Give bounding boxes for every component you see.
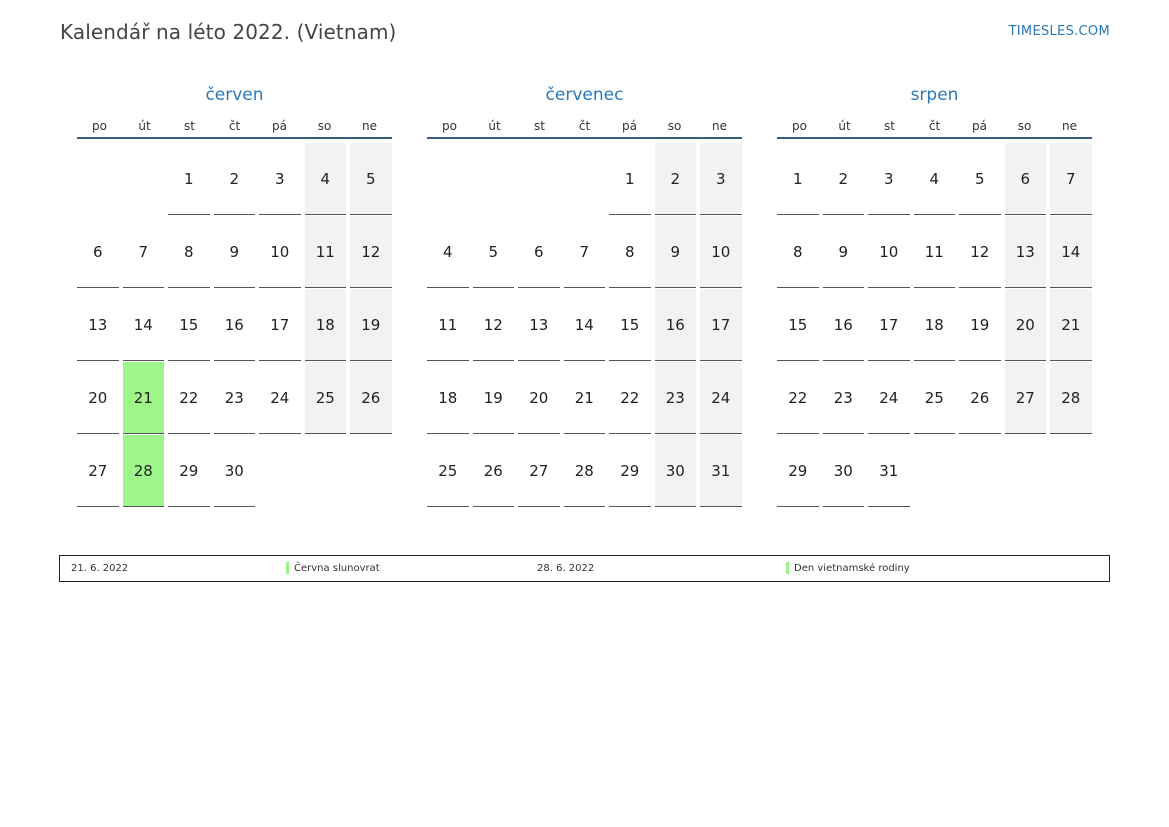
day-number: 22	[777, 362, 819, 434]
weekday-label: ne	[1062, 119, 1077, 133]
holiday-legend	[59, 555, 1110, 582]
day-cell	[868, 435, 914, 508]
brand-link[interactable]: TIMESLES.COM	[1008, 24, 1110, 39]
page-title: Kalendář na léto 2022. (Vietnam)	[60, 20, 397, 44]
day-cell	[77, 435, 123, 508]
day-number: 30	[823, 435, 865, 507]
day-number: 17	[700, 289, 742, 361]
day-cell	[168, 143, 214, 216]
day-cell	[823, 216, 869, 289]
day-grid	[427, 143, 742, 508]
day-number: 31	[868, 435, 910, 507]
month-calendar	[427, 84, 742, 508]
day-cell	[305, 216, 351, 289]
day-cell	[1050, 143, 1096, 216]
day-cell	[77, 216, 123, 289]
weekday-label: ne	[712, 119, 727, 133]
day-cell	[609, 143, 655, 216]
day-number: 10	[868, 216, 910, 288]
day-number: 14	[1050, 216, 1092, 288]
day-cell	[473, 362, 519, 435]
day-number: 26	[350, 362, 392, 434]
day-cell	[473, 435, 519, 508]
weekday-label: po	[442, 119, 457, 133]
day-number: 16	[214, 289, 256, 361]
day-cell	[655, 362, 701, 435]
weekday-label: po	[92, 119, 107, 133]
day-number: 2	[823, 143, 865, 215]
day-cell	[823, 435, 869, 508]
weekday-label: út	[138, 119, 151, 133]
day-cell	[959, 289, 1005, 362]
day-cell	[1050, 216, 1096, 289]
day-number	[518, 143, 560, 215]
day-number	[427, 143, 469, 215]
day-number: 24	[700, 362, 742, 434]
day-cell	[609, 435, 655, 508]
day-number: 1	[168, 143, 210, 215]
day-cell	[564, 362, 610, 435]
day-number: 20	[77, 362, 119, 434]
day-number	[77, 143, 119, 215]
weekday-label: ne	[362, 119, 377, 133]
day-cell	[700, 143, 746, 216]
day-number: 4	[305, 143, 347, 215]
day-cell	[427, 289, 473, 362]
day-number: 2	[214, 143, 256, 215]
day-number: 25	[305, 362, 347, 434]
day-number: 12	[959, 216, 1001, 288]
day-cell	[427, 362, 473, 435]
day-number: 8	[609, 216, 651, 288]
legend-holiday-name: Den vietnamské rodiny	[794, 563, 910, 574]
holiday-swatch	[786, 562, 789, 574]
day-number: 31	[700, 435, 742, 507]
day-number: 4	[427, 216, 469, 288]
day-number: 15	[777, 289, 819, 361]
day-number	[350, 435, 392, 507]
day-cell	[305, 289, 351, 362]
day-number: 27	[518, 435, 560, 507]
day-number: 11	[914, 216, 956, 288]
day-cell	[959, 362, 1005, 435]
day-cell	[168, 362, 214, 435]
day-number: 19	[959, 289, 1001, 361]
day-number: 18	[427, 362, 469, 434]
day-number: 7	[564, 216, 606, 288]
day-cell	[350, 216, 396, 289]
day-cell	[1050, 362, 1096, 435]
weekday-label: so	[317, 119, 332, 133]
day-number: 5	[959, 143, 1001, 215]
month-calendar	[77, 84, 392, 508]
day-number: 1	[777, 143, 819, 215]
weekday-header	[777, 115, 1092, 139]
day-cell	[350, 362, 396, 435]
day-cell	[959, 435, 1005, 508]
weekday-label: so	[1017, 119, 1032, 133]
day-cell	[123, 362, 169, 435]
day-cell	[123, 143, 169, 216]
day-number: 15	[168, 289, 210, 361]
weekday-label: čt	[928, 119, 941, 133]
day-cell	[914, 435, 960, 508]
day-number: 23	[823, 362, 865, 434]
day-cell	[214, 216, 260, 289]
day-number: 26	[473, 435, 515, 507]
day-number: 28	[123, 435, 165, 507]
day-number	[473, 143, 515, 215]
day-cell	[214, 289, 260, 362]
day-cell	[518, 289, 564, 362]
day-cell	[823, 289, 869, 362]
day-cell	[823, 362, 869, 435]
day-cell	[564, 435, 610, 508]
day-cell	[777, 362, 823, 435]
day-cell	[1005, 143, 1051, 216]
day-number: 5	[473, 216, 515, 288]
day-number: 14	[123, 289, 165, 361]
day-cell	[259, 143, 305, 216]
weekday-label: st	[884, 119, 895, 133]
day-number: 2	[655, 143, 697, 215]
day-number: 27	[1005, 362, 1047, 434]
day-cell	[518, 216, 564, 289]
weekday-label: so	[667, 119, 682, 133]
day-number: 28	[564, 435, 606, 507]
day-cell	[259, 435, 305, 508]
day-number: 29	[168, 435, 210, 507]
day-number	[1050, 435, 1092, 507]
day-number: 12	[473, 289, 515, 361]
day-number: 11	[427, 289, 469, 361]
day-number: 13	[77, 289, 119, 361]
day-cell	[305, 143, 351, 216]
day-cell	[959, 216, 1005, 289]
weekday-header	[427, 115, 742, 139]
day-cell	[914, 362, 960, 435]
day-cell	[473, 289, 519, 362]
day-cell	[564, 216, 610, 289]
day-cell	[700, 435, 746, 508]
day-cell	[1005, 289, 1051, 362]
holiday-swatch	[286, 562, 289, 574]
day-number: 10	[700, 216, 742, 288]
day-cell	[123, 216, 169, 289]
day-cell	[427, 435, 473, 508]
day-cell	[427, 216, 473, 289]
day-number: 6	[1005, 143, 1047, 215]
day-number	[564, 143, 606, 215]
day-cell	[655, 289, 701, 362]
day-cell	[259, 216, 305, 289]
day-number: 3	[700, 143, 742, 215]
day-cell	[350, 289, 396, 362]
day-number: 6	[77, 216, 119, 288]
day-cell	[777, 435, 823, 508]
day-cell	[655, 216, 701, 289]
day-number: 26	[959, 362, 1001, 434]
weekday-label: po	[792, 119, 807, 133]
day-cell	[518, 435, 564, 508]
day-number: 18	[305, 289, 347, 361]
day-number: 9	[214, 216, 256, 288]
day-number: 8	[168, 216, 210, 288]
day-cell	[959, 143, 1005, 216]
day-cell	[350, 435, 396, 508]
day-cell	[655, 435, 701, 508]
day-number: 14	[564, 289, 606, 361]
day-grid	[77, 143, 392, 508]
day-cell	[914, 216, 960, 289]
day-number: 1	[609, 143, 651, 215]
day-cell	[1050, 289, 1096, 362]
day-number: 17	[868, 289, 910, 361]
day-cell	[655, 143, 701, 216]
weekday-label: pá	[272, 119, 287, 133]
day-number: 3	[868, 143, 910, 215]
day-number: 19	[473, 362, 515, 434]
weekday-header	[77, 115, 392, 139]
weekday-label: čt	[228, 119, 241, 133]
day-number: 13	[1005, 216, 1047, 288]
day-cell	[914, 289, 960, 362]
day-cell	[1050, 435, 1096, 508]
day-number: 25	[914, 362, 956, 434]
day-cell	[609, 289, 655, 362]
day-cell	[259, 362, 305, 435]
day-number: 8	[777, 216, 819, 288]
day-number: 19	[350, 289, 392, 361]
day-number: 11	[305, 216, 347, 288]
day-number: 21	[1050, 289, 1092, 361]
day-grid	[777, 143, 1092, 508]
day-cell	[168, 289, 214, 362]
day-cell	[1005, 216, 1051, 289]
day-number: 22	[168, 362, 210, 434]
day-number: 12	[350, 216, 392, 288]
day-number: 5	[350, 143, 392, 215]
weekday-label: út	[488, 119, 501, 133]
day-cell	[700, 216, 746, 289]
day-number	[305, 435, 347, 507]
day-cell	[1005, 435, 1051, 508]
day-cell	[700, 289, 746, 362]
day-number: 30	[214, 435, 256, 507]
day-cell	[305, 362, 351, 435]
day-number: 6	[518, 216, 560, 288]
day-number: 24	[259, 362, 301, 434]
weekday-label: st	[534, 119, 545, 133]
day-cell	[77, 289, 123, 362]
day-number: 29	[777, 435, 819, 507]
day-number: 20	[518, 362, 560, 434]
weekday-label: st	[184, 119, 195, 133]
day-cell	[868, 289, 914, 362]
weekday-label: pá	[972, 119, 987, 133]
day-number	[123, 143, 165, 215]
day-cell	[168, 216, 214, 289]
day-number: 27	[77, 435, 119, 507]
day-cell	[777, 216, 823, 289]
day-cell	[214, 362, 260, 435]
day-number	[914, 435, 956, 507]
day-cell	[914, 143, 960, 216]
day-number: 25	[427, 435, 469, 507]
day-cell	[473, 143, 519, 216]
day-cell	[214, 435, 260, 508]
day-cell	[77, 362, 123, 435]
day-cell	[259, 289, 305, 362]
day-number: 16	[823, 289, 865, 361]
day-cell	[868, 216, 914, 289]
day-cell	[609, 362, 655, 435]
day-cell	[564, 143, 610, 216]
day-number: 20	[1005, 289, 1047, 361]
day-cell	[518, 143, 564, 216]
day-cell	[777, 289, 823, 362]
day-number: 28	[1050, 362, 1092, 434]
day-cell	[564, 289, 610, 362]
day-number: 10	[259, 216, 301, 288]
day-number: 17	[259, 289, 301, 361]
month-name: červenec	[545, 85, 624, 105]
day-number: 21	[123, 362, 165, 434]
legend-date: 28. 6. 2022	[537, 563, 595, 574]
day-cell	[77, 143, 123, 216]
day-number: 21	[564, 362, 606, 434]
day-number: 4	[914, 143, 956, 215]
legend-holiday-name: Června slunovrat	[294, 563, 380, 574]
day-cell	[123, 435, 169, 508]
day-cell	[609, 216, 655, 289]
month-calendar	[777, 84, 1092, 508]
day-number	[1005, 435, 1047, 507]
day-number: 23	[655, 362, 697, 434]
day-cell	[350, 143, 396, 216]
day-cell	[518, 362, 564, 435]
day-number: 9	[655, 216, 697, 288]
day-number: 29	[609, 435, 651, 507]
day-number: 9	[823, 216, 865, 288]
day-cell	[305, 435, 351, 508]
day-number	[959, 435, 1001, 507]
weekday-label: čt	[578, 119, 591, 133]
day-number: 3	[259, 143, 301, 215]
weekday-label: pá	[622, 119, 637, 133]
day-cell	[214, 143, 260, 216]
day-cell	[868, 143, 914, 216]
day-cell	[700, 362, 746, 435]
day-number: 22	[609, 362, 651, 434]
day-number: 16	[655, 289, 697, 361]
day-number: 7	[123, 216, 165, 288]
day-cell	[427, 143, 473, 216]
day-cell	[823, 143, 869, 216]
day-number: 7	[1050, 143, 1092, 215]
day-number: 23	[214, 362, 256, 434]
day-cell	[1005, 362, 1051, 435]
month-name: srpen	[910, 85, 959, 105]
legend-date: 21. 6. 2022	[71, 563, 129, 574]
day-number: 24	[868, 362, 910, 434]
day-cell	[473, 216, 519, 289]
day-cell	[168, 435, 214, 508]
weekday-label: út	[838, 119, 851, 133]
day-number	[259, 435, 301, 507]
day-cell	[868, 362, 914, 435]
day-cell	[123, 289, 169, 362]
month-name: červen	[205, 85, 264, 105]
day-number: 13	[518, 289, 560, 361]
day-number: 18	[914, 289, 956, 361]
day-number: 15	[609, 289, 651, 361]
day-number: 30	[655, 435, 697, 507]
day-cell	[777, 143, 823, 216]
